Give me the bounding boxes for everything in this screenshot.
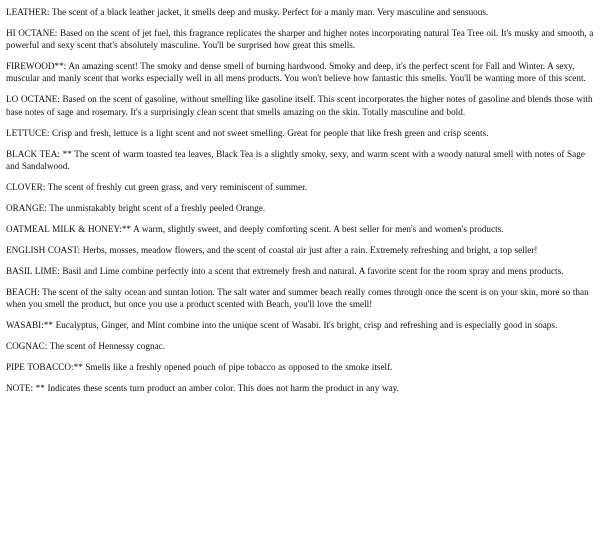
scent-name: BASIL LIME: [6, 265, 60, 276]
scent-name: PIPE TOBACCO:** [6, 362, 83, 373]
scent-description: ** The scent of warm toasted tea leaves, Black Tea is a slightly smoky, sexy, and warm scent with a woody natural smell with notes of Sage and Sandalwood. [6, 148, 585, 171]
scent-description: The unmistakably bright scent of a freshly peeled Orange. [49, 202, 266, 213]
scent-entry-lo-octane [6, 93, 596, 117]
scent-entry-pipe-tobacco [6, 361, 596, 373]
scent-name: LEATHER: [6, 7, 50, 17]
scent-name: CLOVER: [6, 181, 46, 192]
scent-entry-lettuce [6, 127, 596, 139]
scent-name: ENGLISH COAST: [6, 244, 81, 255]
scent-entry-oatmeal-milk-honey [6, 223, 596, 235]
scent-name: ORANGE: [6, 202, 47, 213]
scent-description: The scent of the salty ocean and suntan lotion. The salt water and summer beach really comes through once the scent is on your skin, more so than when you smell the product, but once you use a product scented with Beach, you'll love the smell! [6, 286, 589, 310]
scent-description: The scent of a black leather jacket, it smells deep and musky. Perfect for a manly man. Very masculine and sensuous. [51, 7, 489, 17]
scent-name: BLACK TEA: [6, 148, 60, 159]
scent-description: Crisp and fresh, lettuce is a light scent and not sweet smelling. Great for people that like fresh green and crisp scents. [52, 127, 489, 138]
scent-description: A warm, slightly sweet, and deeply comforting scent. A best seller for men's and women's products. [133, 223, 504, 234]
scent-name: FIREWOOD**: [6, 61, 67, 72]
scent-entry-hi-octane [6, 27, 596, 51]
scent-name: BEACH: [6, 286, 40, 297]
scent-entry-wasabi [6, 319, 596, 331]
scent-descriptions-document [6, 6, 596, 403]
scent-entry-basil-lime [6, 265, 596, 277]
note-entry [6, 382, 596, 394]
scent-entry-firewood [6, 60, 596, 84]
scent-name: LETTUCE: [6, 127, 50, 138]
scent-name: HI OCTANE: [6, 28, 58, 38]
scent-description: The scent of freshly cut green grass, and very reminiscent of summer. [47, 181, 307, 192]
scent-description: Based on the scent of gasoline, without smelling like gasoline itself. This scent incorporates the higher notes of gasoline and blends those with base notes of sage and rosemary. It's a surprisingly clean scent that smells amazing on the skin. Totally masculine and bold. [6, 94, 593, 117]
scent-name: LO OCTANE: [6, 94, 60, 105]
scent-entry-black-tea [6, 148, 596, 172]
scent-description: Based on the scent of jet fuel, this fragrance replicates the sharper and higher notes incorporating natural Tea Tree oil. It's musky and smooth, a powerful and sexy scent that's absolutely masculine. You'll be surprised how great this smells. [6, 28, 594, 51]
scent-description: The scent of Hennessy cognac. [49, 341, 166, 352]
scent-entry-cognac [6, 340, 596, 352]
note-label: NOTE: [6, 383, 34, 394]
scent-entry-beach [6, 286, 596, 310]
scent-entry-leather [6, 6, 596, 18]
scent-name: OATMEAL MILK & HONEY:** [6, 223, 132, 234]
scent-entry-orange [6, 202, 596, 214]
note-text: ** Indicates these scents turn product an amber color. This does not harm the product in any way. [35, 383, 399, 394]
scent-description: Smells like a freshly opened pouch of pipe tobacco as opposed to the smoke itself. [85, 362, 393, 373]
scent-description: Herbs, mosses, meadow flowers, and the scent of coastal air just after a rain. Extremely refreshing and bright, a top seller! [82, 244, 538, 255]
scent-description: Basil and Lime combine perfectly into a scent that extremely fresh and natural. A favorite scent for the room spray and mens products. [62, 265, 564, 276]
scent-name: WASABI:** [6, 320, 53, 331]
scent-name: COGNAC: [6, 341, 48, 352]
scent-entry-clover [6, 181, 596, 193]
scent-description: An amazing scent! The smoky and dense smell of burning hardwood. Smoky and deep, it's the perfect scent for Fall and Winter. A sexy, muscular and manly scent that works especially well in all mens products. You won't believe how fantastic this smells. You'll be wanting more of this scent. [6, 61, 586, 84]
scent-entry-english-coast [6, 244, 596, 256]
scent-description: Eucalyptus, Ginger, and Mint combine into the unique scent of Wasabi. It's bright, crisp and refreshing and is especially good in soaps. [55, 320, 558, 331]
